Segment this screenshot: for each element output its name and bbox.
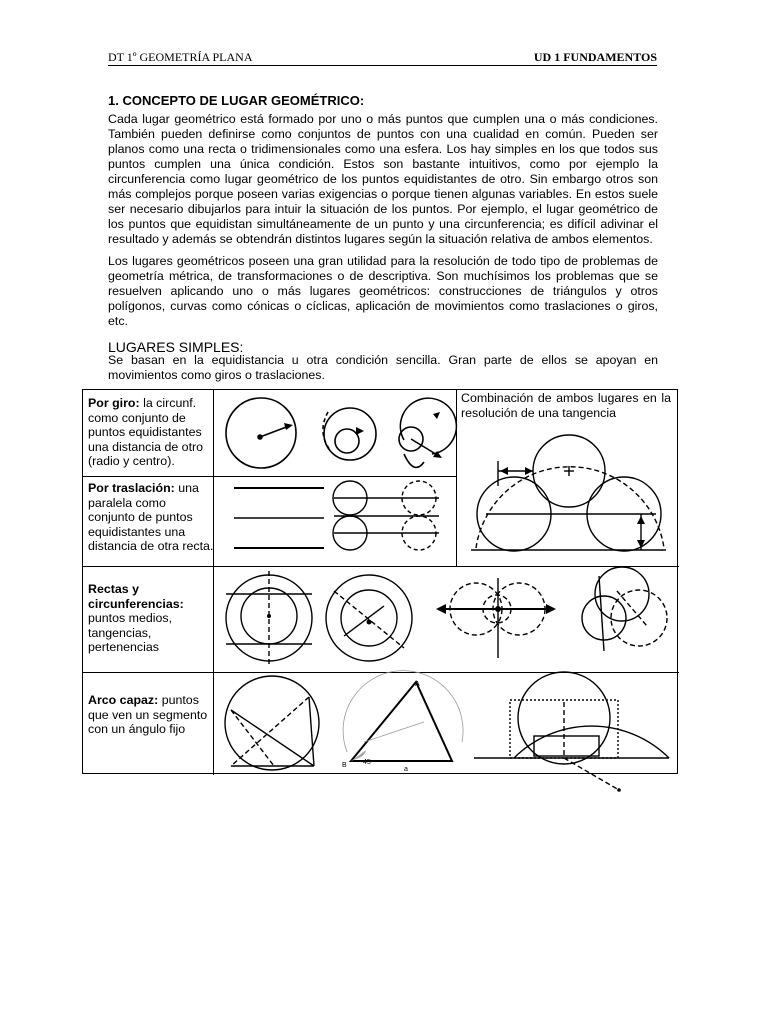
construction-line	[364, 722, 424, 742]
label-rectas: Rectas y circunferencias: puntos medios, tangencias, pertenencias	[88, 582, 184, 655]
point	[617, 788, 621, 792]
arrow-head	[433, 412, 440, 419]
label-arco-capaz: Arco capaz: puntos que ven un segmento con un ángulo fijo	[88, 693, 208, 737]
header-unit: UD 1 FUNDAMENTOS	[533, 50, 657, 64]
ray	[231, 710, 314, 766]
spiral-loop	[404, 454, 424, 467]
side-a-label: a	[404, 766, 408, 773]
paragraph-intro: Cada lugar geométrico está formado por uno o más puntos que cumplen una o más condiciones. También pueden definirse como conjuntos de puntos con una cualidad en común. Pueden ser planos como una recta o tridimensionales como una esfera. Los hay simples en los que todos sus puntos cumplen una única condición. Estos son bastante intuitivos, como por ejemplo la circunferencia como lugar geométrico de los puntos equidistantes de otro. Sin embargo otros son más complejos porque poseen varias exigencias o porque tienen algunas variables. En estos suele ser necesario dibujarlos para intuir la situación de los puntos. Por ejemplo, el lugar geométrico de los puntos que equidistan simultáneamente de un punto y una circunferencia; es difícil adivinar el resultado y además se obtendrán distintos lugares según la situación relativa de ambos elementos.	[108, 112, 658, 246]
page-header	[108, 49, 657, 66]
triangle	[351, 682, 452, 761]
midpoint	[495, 606, 501, 612]
spiral-outer	[400, 398, 456, 454]
center-point	[257, 434, 263, 440]
ray	[231, 710, 274, 766]
label-giro: Por giro: la circunf. como conjunto de puntos equidistantes una distancia de otro (radio y centro).	[88, 396, 204, 469]
rectas-figures	[214, 566, 676, 670]
ray	[231, 697, 309, 766]
giro-inner-circle	[335, 429, 359, 453]
arco-capaz-figures	[214, 672, 676, 802]
giro-figures	[214, 390, 454, 476]
vertex-b-label: B	[342, 762, 347, 769]
arrow-head	[637, 540, 645, 548]
dashed-line	[564, 758, 619, 790]
paragraph-uses: Los lugares geométricos poseen una gran utilidad para la resolución de todo tipo de problemas de geometría métrica, de transformaciones o de descriptiva. Son muchísimos los problemas que se resuelven aplicando uno o más lugares geométricos: construcciones de triángulos y otros polígonos, curvas como cónicas o cíclicas, aplicación de movimientos como traslaciones o giros, etc.	[108, 254, 658, 328]
point	[367, 620, 372, 625]
arrow-head	[546, 604, 556, 614]
section-title: 1. CONCEPTO DE LUGAR GEOMÉTRICO:	[108, 93, 365, 108]
spiral-arrow	[411, 439, 439, 456]
arrow-head	[637, 516, 645, 524]
tangency-figure	[456, 426, 676, 561]
vertex-a-label: A	[415, 681, 420, 688]
circle	[595, 567, 649, 621]
arrow-head	[525, 467, 533, 475]
traslacion-figures	[214, 476, 454, 566]
giro-circle	[226, 398, 296, 468]
label-combinacion: Combinación de ambos lugares en la resolución de una tangencia	[461, 391, 671, 420]
header-subject: DT 1º GEOMETRÍA PLANA	[108, 50, 253, 64]
radius-arrow	[260, 426, 289, 437]
angle-label: 45	[363, 759, 371, 766]
arrow-head	[500, 467, 508, 475]
point	[267, 614, 271, 618]
arc	[514, 726, 669, 758]
subsection-title: LUGARES SIMPLES:	[108, 339, 244, 355]
circle	[582, 596, 626, 640]
small-rect	[534, 736, 599, 756]
ray	[309, 697, 314, 766]
subsection-intro: Se basan en la equidistancia u otra condición sencilla. Gran parte de ellos se apoyan en movimientos como giros o traslaciones.	[108, 353, 658, 382]
arrow-head	[356, 427, 364, 435]
arrow-head	[436, 604, 446, 614]
arrow-head	[284, 423, 293, 430]
label-traslacion: Por traslación: una paralela como conjunto de puntos equidistantes una distancia de otra recta.	[88, 481, 214, 554]
construction-arc	[343, 671, 463, 752]
capaz-circle	[225, 676, 319, 770]
dashed-circle	[611, 590, 667, 646]
chord	[344, 606, 384, 636]
